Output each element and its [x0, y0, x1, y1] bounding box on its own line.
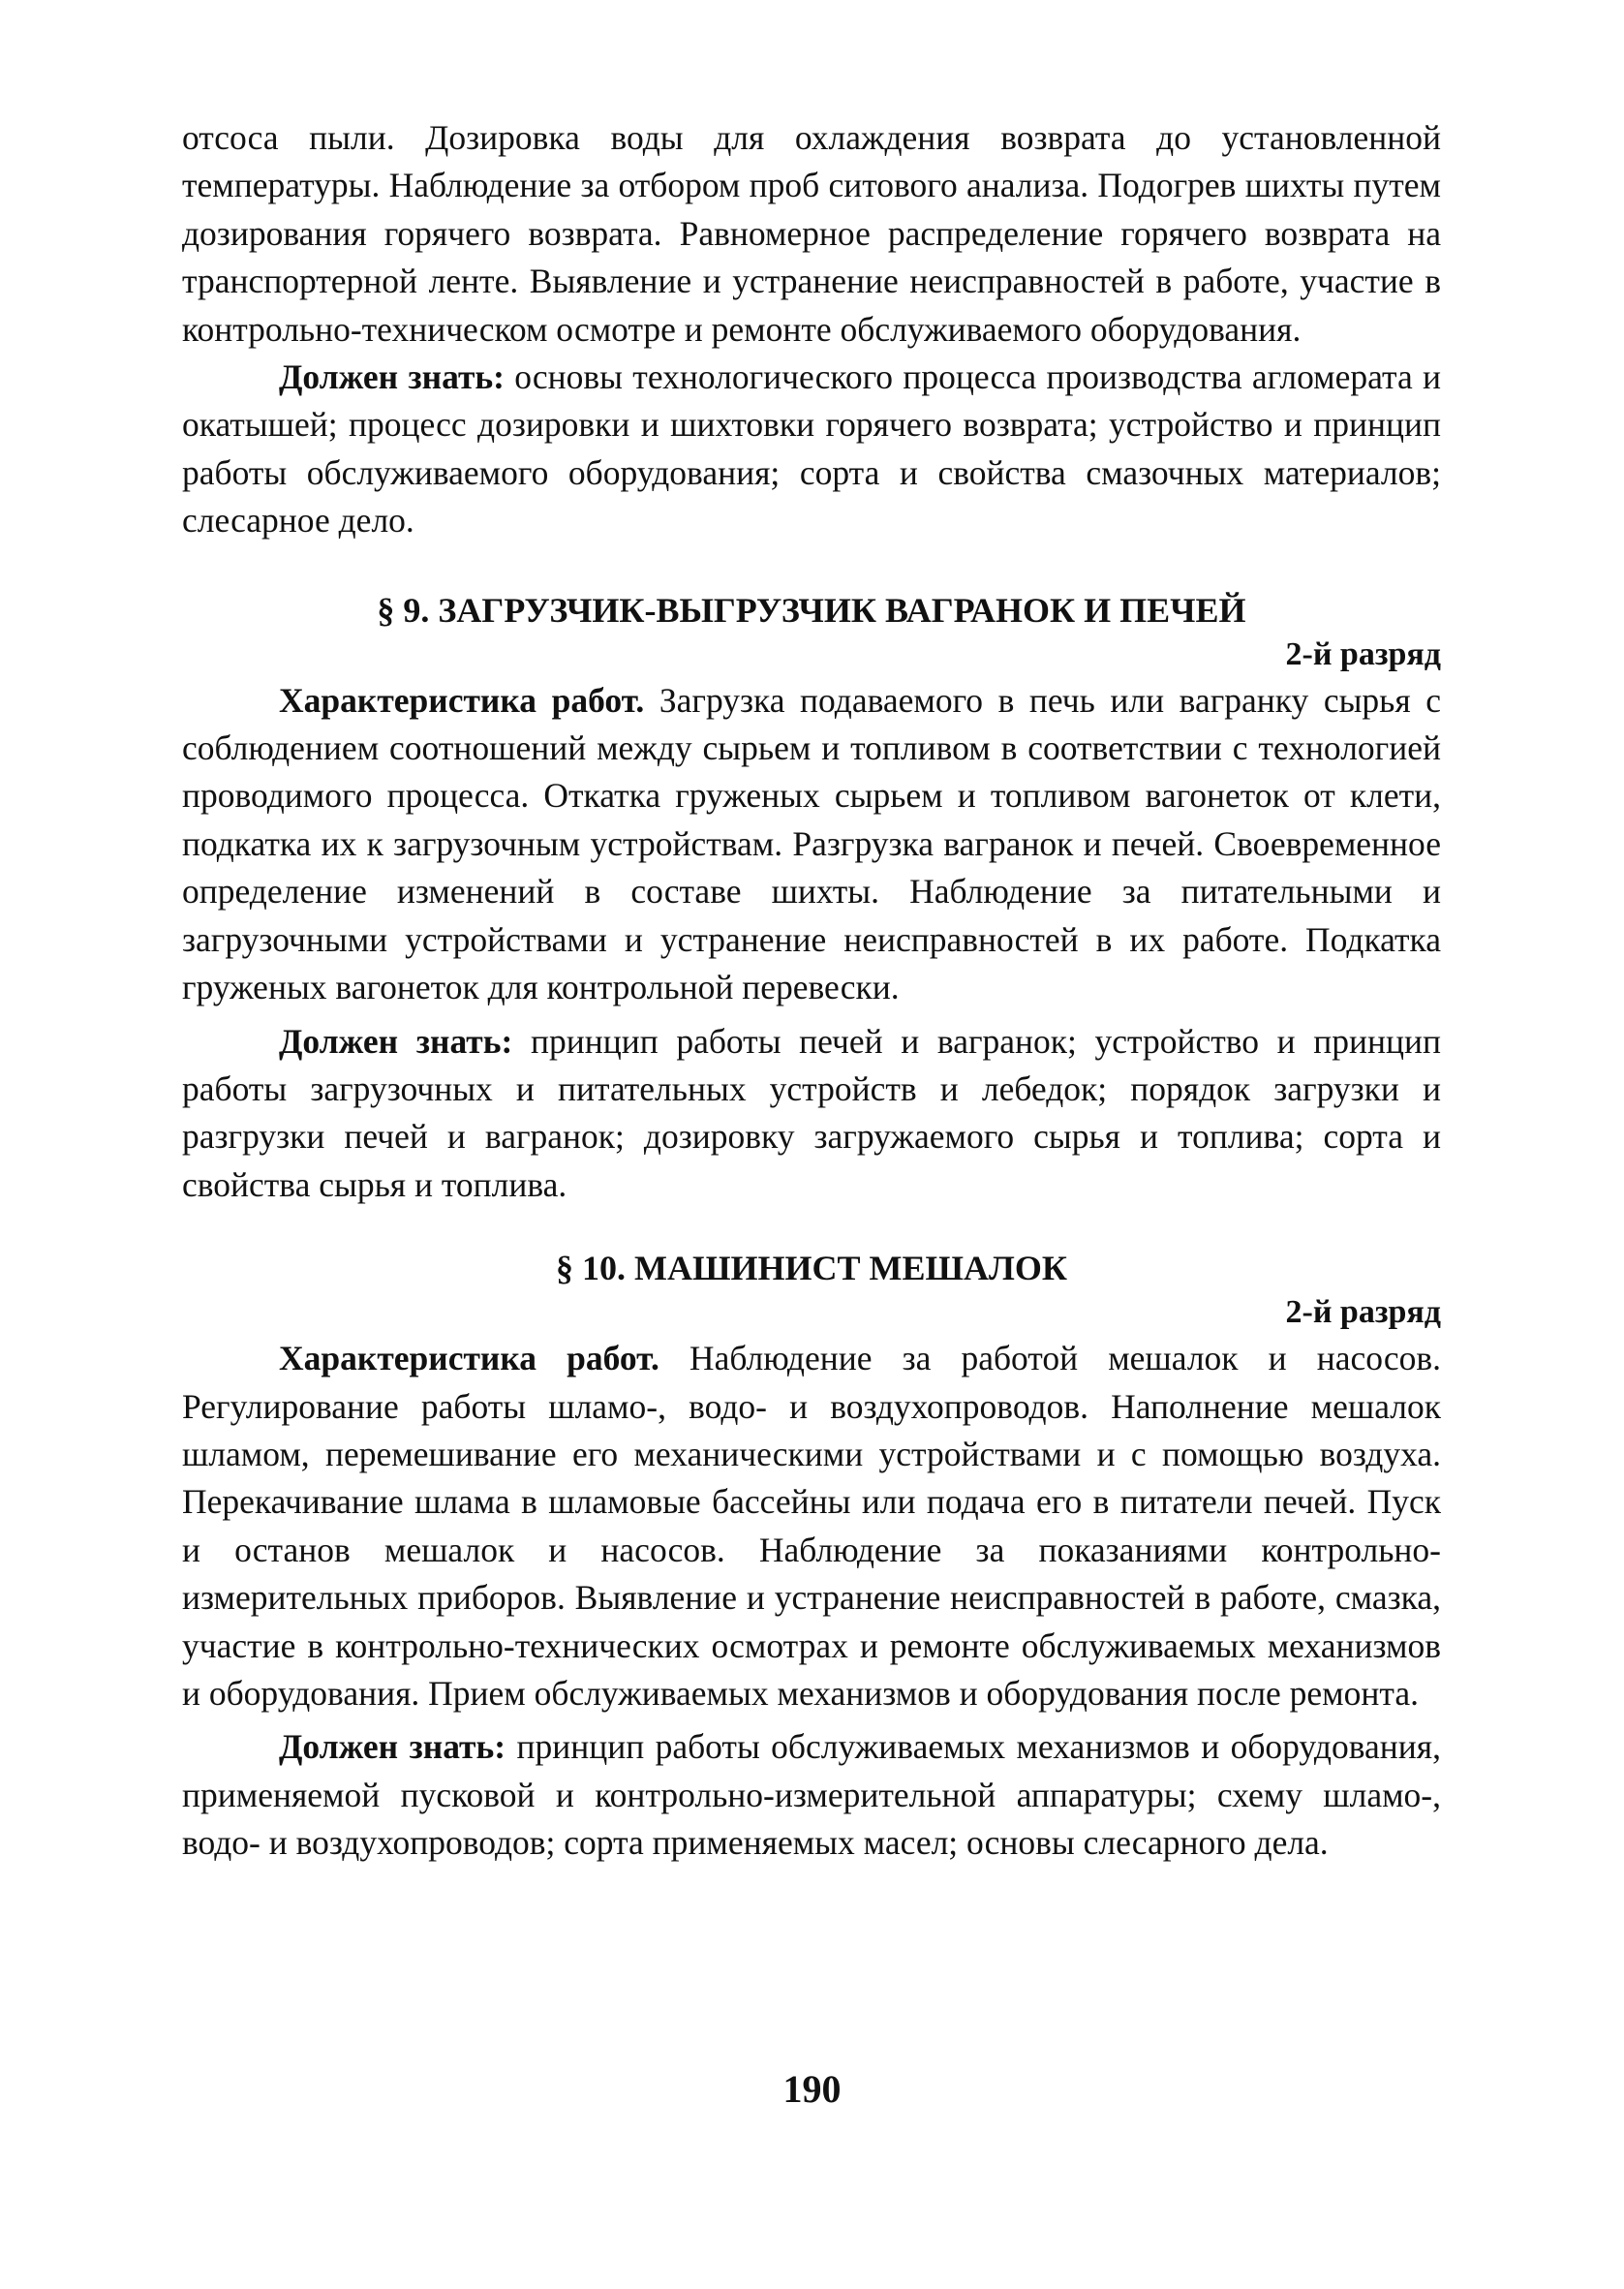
- section-10-knowledge-paragraph: [182, 1723, 1441, 1867]
- section-9-title: § 9. ЗАГРУЗЧИК-ВЫГРУЗЧИК ВАГРАНОК И ПЕЧЕЙ: [377, 590, 1246, 630]
- section-9-work-paragraph: [182, 677, 1441, 1012]
- work-label: Характеристика работ.: [279, 680, 645, 720]
- work-text: Наблюдение за работой мешалок и насосов. Регулирование работы шламо-, водо- и воздухопроводов. Наполнение мешалок шламом, перемешивание его механическими устройствами и с помощью воздуха. Перекачивание шлама в шламовые бассейны или подача его в питатели печей. Пуск и останов мешалок и насосов. Наблюдение за показаниями контрольно-измерительных приборов. Выявление и устранение неисправностей в работе, смазка, участие в контрольно-технических осмотрах и ремонте обслуживаемых механизмов и оборудования. Прием обслуживаемых механизмов и оборудования после ремонта.: [182, 1339, 1441, 1713]
- page-body: [182, 114, 1441, 1868]
- knowledge-label: Должен знать:: [279, 357, 505, 397]
- page-number: 190: [782, 2067, 842, 2111]
- work-label: Характеристика работ.: [279, 1339, 659, 1378]
- knowledge-paragraph-1: [182, 354, 1441, 545]
- section-10-grade: 2-й разряд: [1285, 1294, 1441, 1331]
- knowledge-label: Должен знать:: [279, 1021, 513, 1061]
- section-9-grade: 2-й разряд: [1285, 635, 1441, 672]
- work-text: Загрузка подаваемого в печь или вагранку сырья с соблюдением соотношений между сырьем и топливом в соответствии с технологией проводимого процесса. Откатка груженых сырьем и топливом вагонеток от клети, подкатка их к загрузочным устройствам. Разгрузка вагранок и печей. Своевременное определение изменений в составе шихты. Наблюдение за питательными и загрузочными устройствами и устранение неисправностей в их работе. Подкатка груженых вагонеток для контрольной перевески.: [182, 680, 1442, 1007]
- continuation-text: отсоса пыли. Дозировка воды для охлаждения возврата до установленной температуры. Наблюдение за отбором проб ситового анализа. Подогрев шихты путем дозирования горячего возврата. Равномерное распределение горячего возврата на транспортерной ленте. Выявление и устранение неисправностей в работе, участие в контрольно-техническом осмотре и ремонте обслуживаемого оборудования.: [182, 118, 1441, 349]
- continuation-paragraph: [182, 114, 1441, 354]
- knowledge-text: принцип работы печей и вагранок; устройство и принцип работы загрузочных и питательных устройств и лебедок; порядок загрузки и разгрузки печей и вагранок; дозировку загружаемого сырья и топлива; сорта и свойства сырья и топлива.: [182, 1021, 1441, 1204]
- knowledge-text: принцип работы обслуживаемых механизмов и оборудования, применяемой пусковой и контрольно-измерительной аппаратуры; схему шламо-, водо- и воздухопроводов; сорта применяемых масел; основы слесарного дела.: [182, 1727, 1441, 1863]
- knowledge-text: основы технологического процесса производства агломерата и окатышей; процесс дозировки и шихтовки горячего возврата; устройство и принцип работы обслуживаемого оборудования; сорта и свойства смазочных материалов; слесарное дело.: [182, 357, 1441, 541]
- section-9-knowledge-paragraph: [182, 1018, 1441, 1210]
- section-10-work-paragraph: [182, 1335, 1441, 1717]
- section-10-title: § 10. МАШИНИСТ МЕШАЛОК: [556, 1249, 1067, 1288]
- knowledge-label: Должен знать:: [279, 1727, 506, 1767]
